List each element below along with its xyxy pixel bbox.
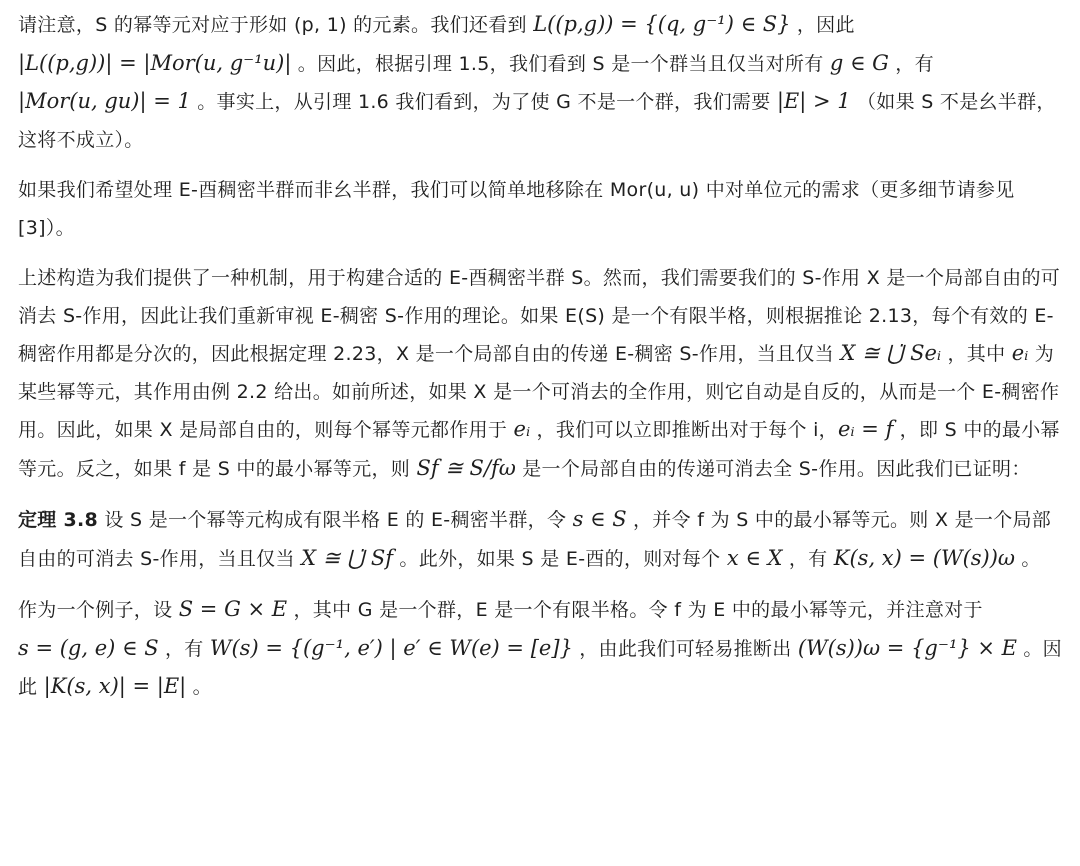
math-expression: W(s) = {(g⁻¹, e′) | e′ ∈ W(e) = [e]}	[209, 635, 573, 660]
paragraph-text: 。事实上，从引理 1.6 我们看到，为了使 G 不是一个群，我们需要	[190, 91, 777, 113]
math-expression: X ≅ ⋃̇ Seᵢ	[840, 341, 942, 365]
paragraph	[18, 260, 1064, 488]
paragraph-text: 如果我们希望处理 E-酉稠密半群而非幺半群，我们可以简单地移除在 Mor(u, u) 中对单位元的需求（更多细节请参见 [3]）。	[18, 179, 1015, 239]
paragraph-text: 。此外，如果 S 是 E-酉的，则对每个	[393, 547, 727, 570]
paragraph-text: 。	[1015, 547, 1041, 570]
math-expression: |E| > 1	[776, 89, 851, 113]
math-expression: eᵢ	[513, 417, 531, 441]
math-expression: |Mor(u, gu)| = 1	[18, 89, 191, 113]
math-expression: L((p,g)) = {(q, g⁻¹) ∈ S}	[533, 12, 791, 36]
math-expression: X ≅ ⋃̇ Sf	[301, 545, 394, 570]
math-expression: s = (g, e) ∈ S	[18, 635, 159, 660]
paragraph-text: 。因此，根据引理 1.5，我们看到 S 是一个群当且仅当对所有	[291, 52, 830, 75]
paragraph	[18, 6, 1064, 159]
paragraph-text: ，有	[888, 52, 934, 75]
paragraph-text: 。因此	[18, 637, 1062, 698]
math-expression: g ∈ G	[829, 50, 889, 75]
theorem-label: 定理 3.8	[18, 509, 99, 531]
math-expression: K(s, x) = (W(s))ω	[833, 545, 1016, 570]
paragraph	[18, 591, 1064, 707]
math-expression: s ∈ S	[572, 507, 627, 531]
paragraph-text: 。	[186, 676, 212, 698]
math-expression: |L((p,g))| = |Mor(u, g⁻¹u)|	[18, 50, 292, 75]
paragraph-text: ，其中	[941, 343, 1012, 365]
paragraph-text: 是一个局部自由的传递可消去全 S-作用。因此我们已证明：	[515, 457, 1031, 480]
math-expression: (W(s))ω = {g⁻¹} × E	[797, 635, 1018, 660]
math-expression: Sf ≅ S/fω	[416, 455, 516, 480]
paragraph-text: 上述构造为我们提供了一种机制，用于构建合适的 E-酉稠密半群 S。然而，我们需要我们的 S-作用 X 是一个局部自由的可消去 S-作用，因此让我们重新审视 E-稠密 S-作用的理论。如果 E(S) 是一个有限半格，则根据推论 2.13，每个有效的 E-稠密作用都是分次的，因此根据定理 2.23，X 是一个局部自由的传递 E-稠密 S-作用，当且仅当	[18, 267, 1061, 365]
paragraph-text: ，因此	[790, 14, 855, 36]
math-expression: eᵢ = f	[837, 417, 894, 441]
paragraph-text: 请注意，S 的幂等元对应于形如 (p, 1) 的元素。我们还看到	[18, 14, 534, 36]
paragraph-text: 为某些幂等元，其作用由例 2.2 给出。如前所述，如果 X 是一个可消去的全作用，则它自动是自反的，从而是一个 E-稠密作用。因此，如果 X 是局部自由的，则每个幂等元都作用于	[18, 343, 1060, 441]
paragraph-text: ，有	[158, 637, 210, 660]
paragraph-text: ，由此我们可轻易推断出	[572, 637, 798, 660]
paragraph-text: 作为一个例子，设	[18, 599, 179, 621]
paragraph	[18, 172, 1064, 247]
paragraph-text: （如果 S 不是幺半群，这将不成立）。	[18, 91, 1056, 151]
math-expression: x ∈ X	[726, 545, 783, 570]
paragraph-text: ，即 S 中的最小幂等元。反之，如果 f 是 S 中的最小幂等元，则	[18, 419, 1060, 480]
math-expression: eᵢ	[1011, 341, 1029, 365]
paragraph-text: ，其中 G 是一个群，E 是一个有限半格。令 f 为 E 中的最小幂等元，并注意对于	[287, 599, 983, 621]
math-expression: |K(s, x)| = |E|	[43, 674, 187, 698]
math-expression: S = G × E	[178, 597, 288, 621]
paragraph-text: 设 S 是一个幂等元构成有限半格 E 的 E-稠密半群，令	[98, 509, 573, 531]
theorem-paragraph	[18, 501, 1064, 578]
paragraph-text: ，我们可以立即推断出对于每个 i，	[530, 419, 838, 441]
paragraph-text: ，有	[782, 547, 834, 570]
paragraph-text: ，并令 f 为 S 中的最小幂等元。则 X 是一个局部自由的可消去 S-作用，当且仅当	[18, 509, 1052, 570]
